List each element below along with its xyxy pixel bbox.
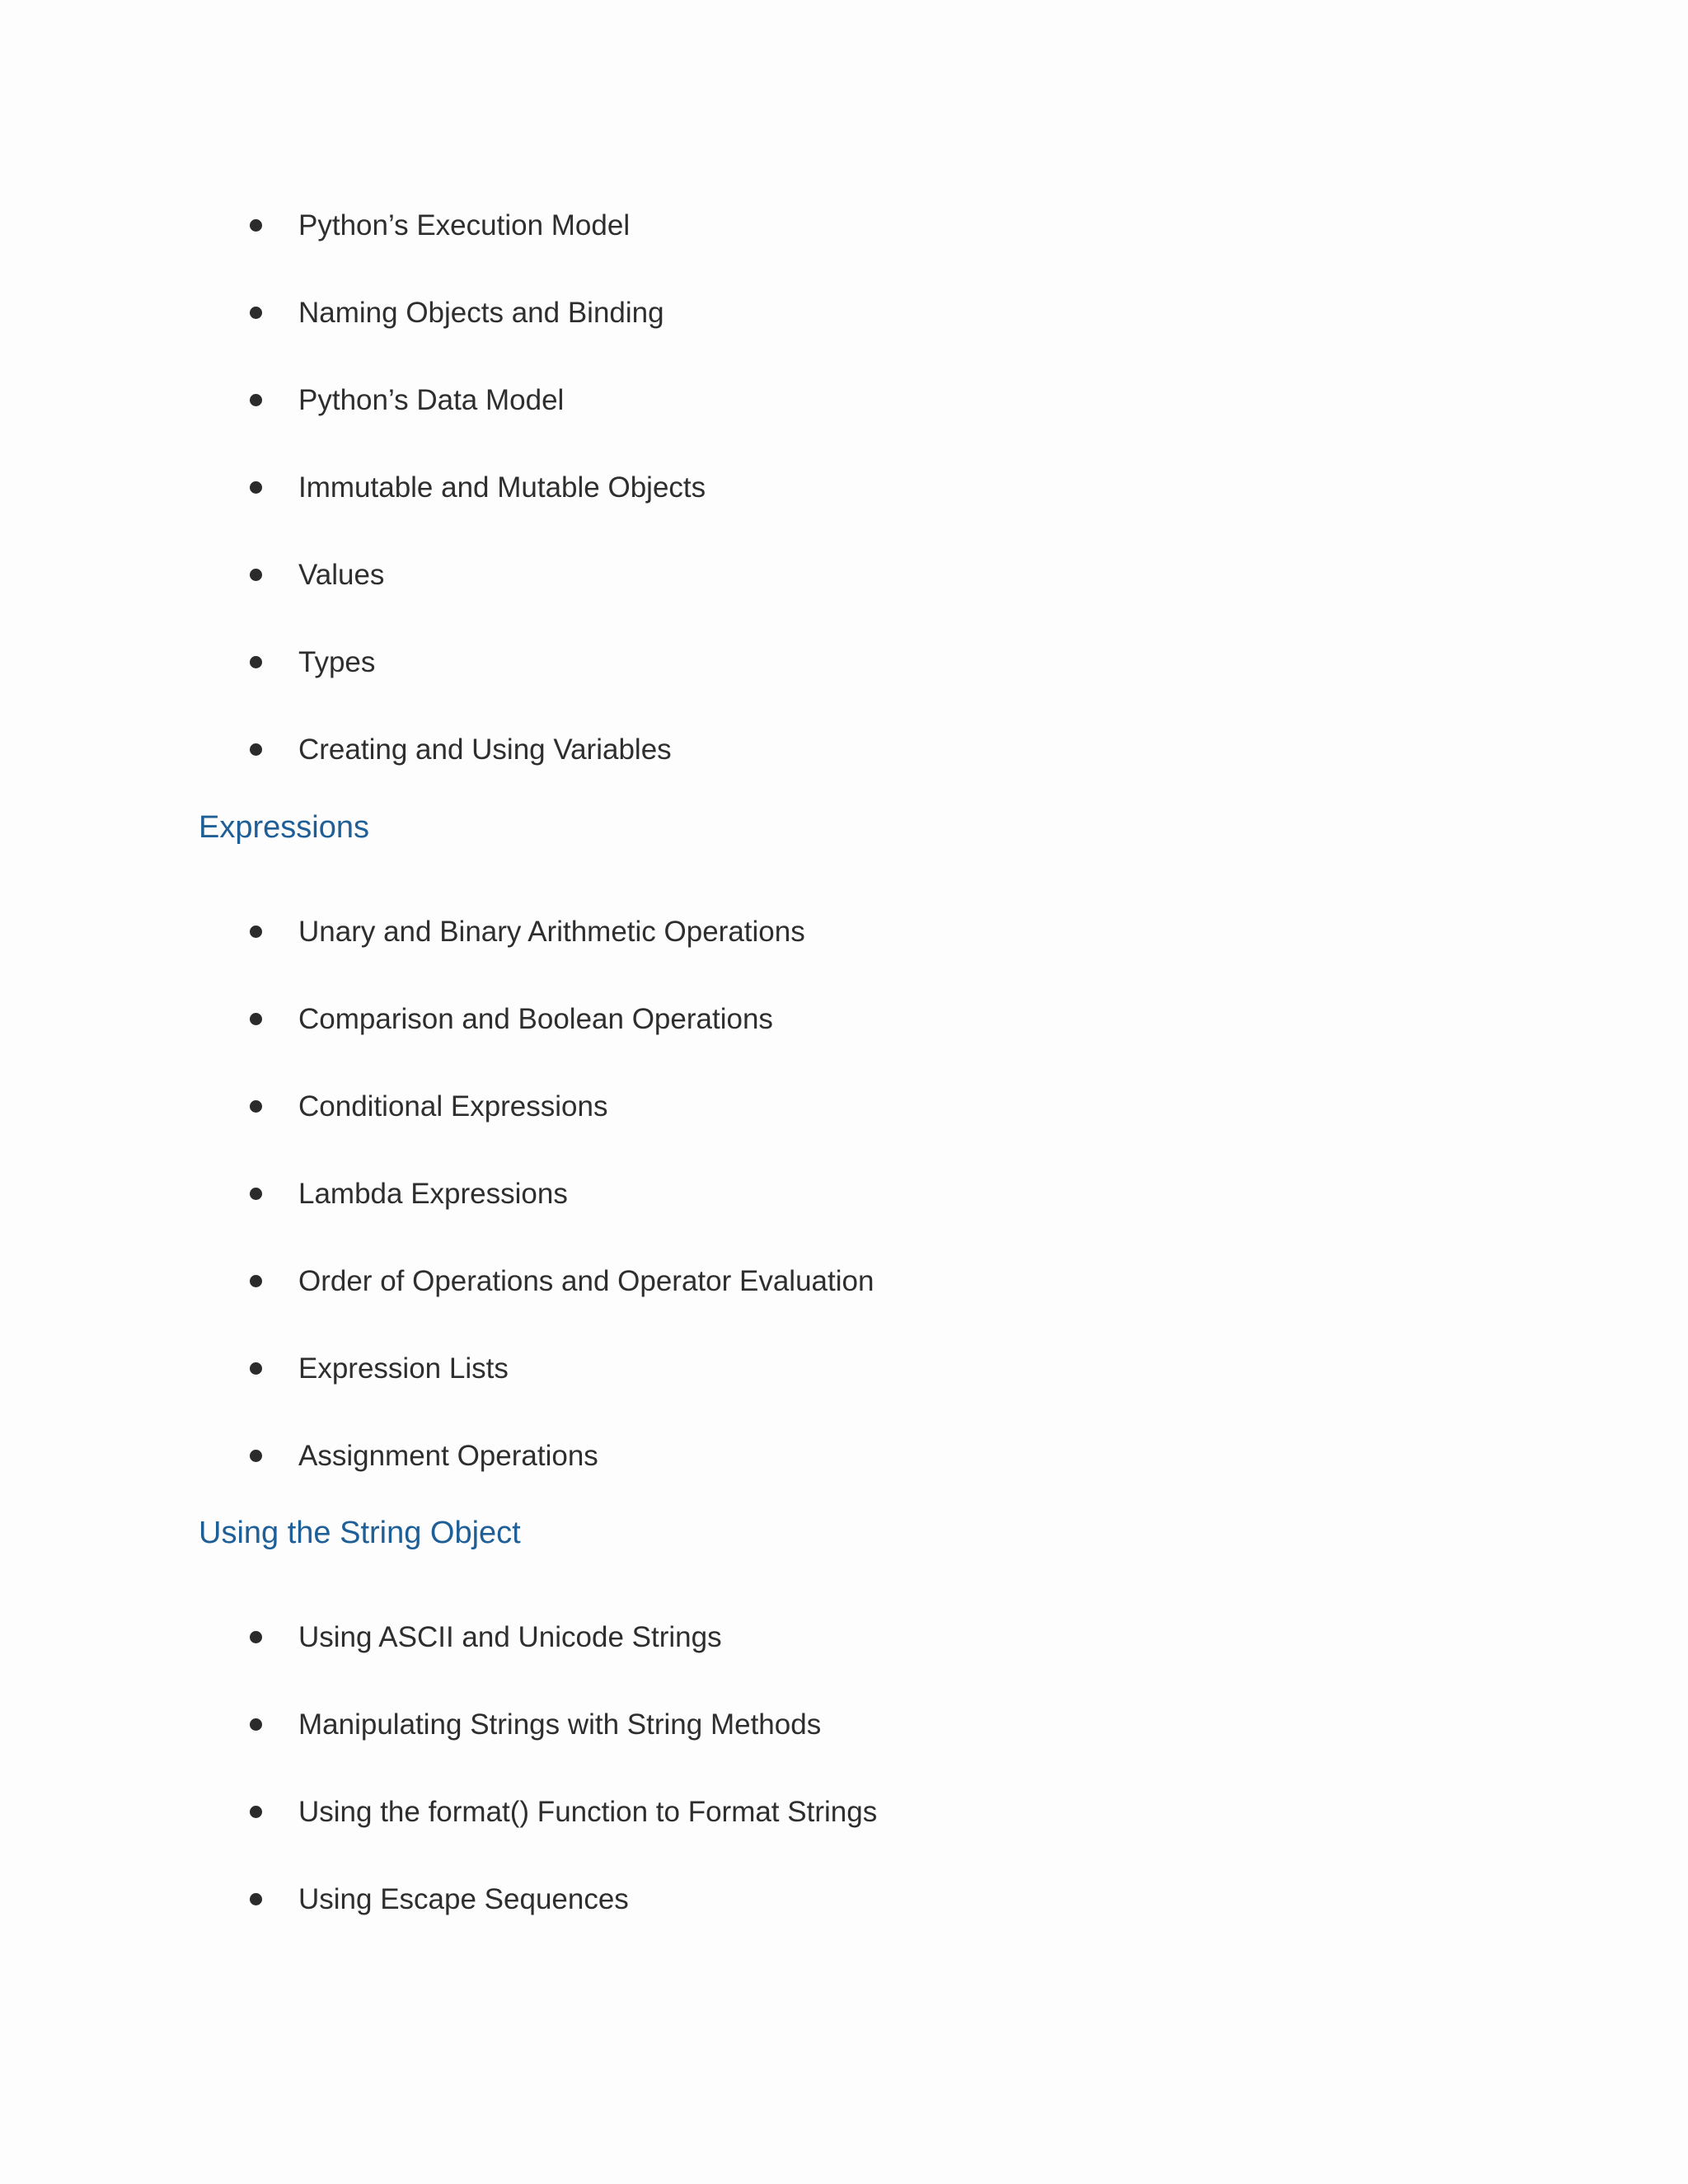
list-item — [0, 1267, 1688, 1354]
list-item — [0, 1179, 1688, 1267]
bullet-list — [0, 917, 1688, 1529]
list-item-text: Immutable and Mutable Objects — [298, 471, 706, 504]
bullet-icon — [250, 656, 262, 668]
bullet-icon — [250, 481, 262, 494]
list-item — [0, 211, 1688, 298]
list-item-text: Naming Objects and Binding — [298, 297, 664, 329]
list-item — [0, 917, 1688, 1005]
bullet-icon — [250, 1718, 262, 1731]
list-item-text: Using the format() Function to Format Strings — [298, 1796, 878, 1828]
list-item — [0, 1623, 1688, 1710]
bullet-icon — [250, 1631, 262, 1643]
list-item-text: Conditional Expressions — [298, 1090, 608, 1122]
bullet-icon — [250, 1362, 262, 1375]
bullet-icon — [250, 1188, 262, 1200]
list-item-text: Using ASCII and Unicode Strings — [298, 1621, 722, 1653]
list-item — [0, 560, 1688, 648]
list-item-text: Order of Operations and Operator Evaluation — [298, 1265, 874, 1297]
list-item — [0, 1885, 1688, 1972]
list-item — [0, 1092, 1688, 1179]
bullet-icon — [250, 394, 262, 406]
bullet-icon — [250, 219, 262, 232]
bullet-icon — [250, 1450, 262, 1462]
list-item-text: Python’s Execution Model — [298, 209, 631, 241]
list-item — [0, 1354, 1688, 1441]
bullet-icon — [250, 1013, 262, 1025]
list-item-text: Unary and Binary Arithmetic Operations — [298, 916, 805, 948]
list-item-text: Values — [298, 559, 385, 591]
list-item-text: Python’s Data Model — [298, 384, 565, 416]
list-item-text: Lambda Expressions — [298, 1178, 568, 1210]
bullet-icon — [250, 743, 262, 756]
section-heading-string-object: Using the String Object — [199, 1516, 521, 1550]
list-item — [0, 648, 1688, 735]
list-item-text: Types — [298, 646, 376, 678]
bullet-icon — [250, 926, 262, 938]
list-item-text: Manipulating Strings with String Methods — [298, 1708, 822, 1741]
list-item — [0, 386, 1688, 473]
bullet-icon — [250, 1275, 262, 1287]
section-heading-expressions: Expressions — [199, 810, 369, 845]
bullet-icon — [250, 1100, 262, 1113]
bullet-icon — [250, 1806, 262, 1818]
bullet-icon — [250, 569, 262, 581]
bullet-list — [0, 1623, 1688, 1972]
section-list-expressions — [0, 917, 1688, 1529]
bullet-list — [0, 211, 1688, 823]
list-item — [0, 298, 1688, 386]
bullet-icon — [250, 1893, 262, 1905]
bullet-icon — [250, 307, 262, 319]
list-item — [0, 1710, 1688, 1797]
list-item — [0, 1797, 1688, 1885]
list-item-text: Comparison and Boolean Operations — [298, 1003, 773, 1035]
list-item-text: Expression Lists — [298, 1352, 509, 1385]
list-item-text: Creating and Using Variables — [298, 733, 672, 766]
list-item — [0, 1005, 1688, 1092]
section-list-string-object — [0, 1623, 1688, 1972]
list-item — [0, 473, 1688, 560]
list-item-text: Using Escape Sequences — [298, 1883, 629, 1915]
section-list-python-basics — [0, 211, 1688, 823]
list-item-text: Assignment Operations — [298, 1440, 598, 1472]
